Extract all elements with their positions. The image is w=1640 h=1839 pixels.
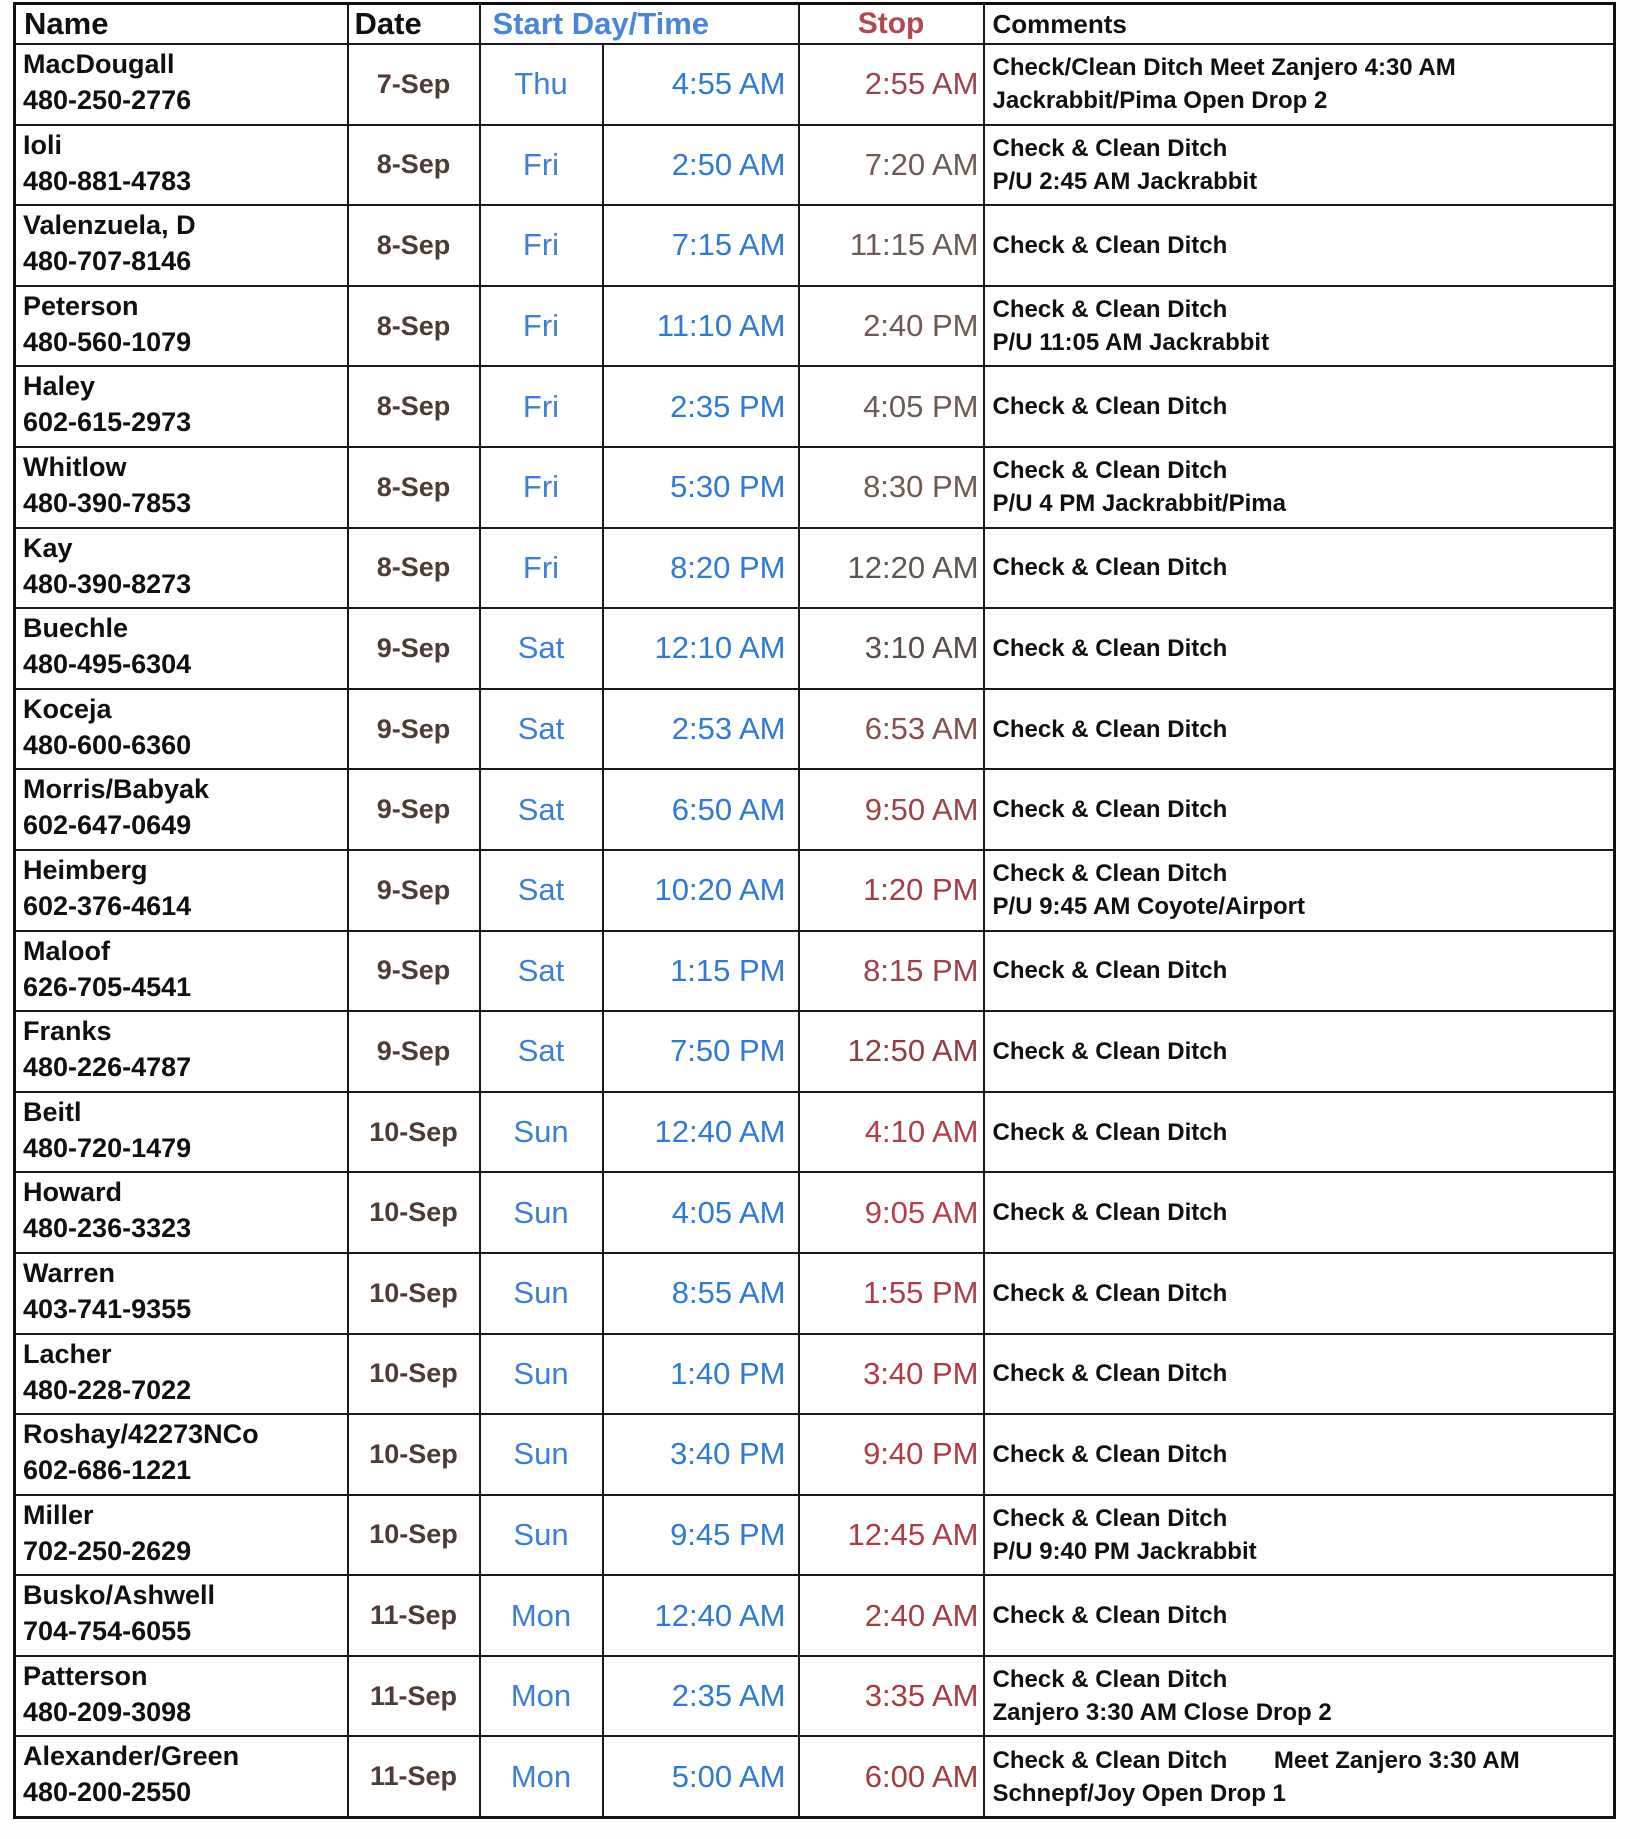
comment-line-1: Check & Clean Ditch [992,554,1228,582]
customer-phone: 480-200-2550 [23,1777,192,1808]
comments-cell [984,1092,1615,1173]
table-row [15,528,1615,609]
comments-cell [984,1253,1615,1334]
date-cell: 10-Sep [348,1495,480,1576]
comment-line-2: Schnepf/Joy Open Drop 1 [992,1779,1286,1807]
comment-line-1: Check & Clean Ditch [992,457,1228,485]
customer-name: Kay [23,532,73,563]
comments-cell [984,125,1615,206]
stop-time-cell: 2:55 AM [799,44,984,125]
start-time-cell: 12:40 AM [603,1092,799,1173]
customer-name: Beitl [23,1096,82,1127]
name-cell [15,1736,348,1817]
stop-time-cell: 4:05 PM [799,366,984,447]
comment-line-1: Check & Clean Ditch Meet Zanjero 3:30 AM [992,1746,1520,1774]
customer-name: Peterson [23,290,139,321]
customer-name: Howard [23,1177,123,1208]
date-cell: 10-Sep [348,1253,480,1334]
comment-line-1: Check & Clean Ditch [992,231,1228,259]
date-cell: 11-Sep [348,1575,480,1656]
start-day-cell: Sat [480,850,603,931]
start-time-cell: 3:40 PM [603,1414,799,1495]
date-cell: 9-Sep [348,769,480,850]
header-stop: Stop [799,4,984,45]
date-cell: 7-Sep [348,44,480,125]
comments-cell [984,366,1615,447]
comment-line-1: Check & Clean Ditch [992,1199,1228,1227]
header-date: Date [348,4,480,45]
customer-phone: 480-881-4783 [23,165,192,196]
customer-name: Warren [23,1257,116,1288]
customer-phone: 626-705-4541 [23,971,192,1002]
date-cell: 8-Sep [348,447,480,528]
comment-line-1: Check & Clean Ditch [992,634,1228,662]
date-cell: 9-Sep [348,850,480,931]
name-cell [15,1253,348,1334]
comments-cell [984,528,1615,609]
table-row [15,1334,1615,1415]
customer-name: Busko/Ashwell [23,1580,216,1611]
start-day-cell: Sat [480,689,603,770]
customer-phone: 602-647-0649 [23,810,192,841]
customer-name: Miller [23,1499,94,1530]
stop-time-cell: 9:05 AM [799,1172,984,1253]
date-cell: 9-Sep [348,931,480,1012]
name-cell [15,931,348,1012]
name-cell [15,366,348,447]
start-day-cell: Fri [480,366,603,447]
start-day-cell: Fri [480,447,603,528]
customer-name: Heimberg [23,854,148,885]
date-cell: 10-Sep [348,1414,480,1495]
customer-phone: 602-376-4614 [23,890,192,921]
comments-cell [984,1011,1615,1092]
comment-line-1: Check & Clean Ditch [992,957,1228,985]
table-row [15,769,1615,850]
start-time-cell: 1:15 PM [603,931,799,1012]
comment-line-2: P/U 9:40 PM Jackrabbit [992,1537,1257,1565]
comments-cell [984,1656,1615,1737]
customer-phone: 480-720-1479 [23,1132,192,1163]
date-cell: 10-Sep [348,1334,480,1415]
irrigation-schedule-table [13,2,1616,1819]
customer-phone: 602-615-2973 [23,407,192,438]
comment-line-1: Check & Clean Ditch [992,715,1228,743]
start-day-cell: Sun [480,1414,603,1495]
name-cell [15,769,348,850]
comments-cell [984,608,1615,689]
table-row [15,1253,1615,1334]
stop-time-cell: 9:50 AM [799,769,984,850]
customer-phone: 403-741-9355 [23,1293,192,1324]
comment-line-1: Check & Clean Ditch [992,134,1228,162]
start-time-cell: 4:05 AM [603,1172,799,1253]
stop-time-cell: 3:10 AM [799,608,984,689]
stop-time-cell: 2:40 AM [799,1575,984,1656]
comment-line-1: Check & Clean Ditch [992,1279,1228,1307]
stop-time-cell: 7:20 AM [799,125,984,206]
start-time-cell: 7:15 AM [603,205,799,286]
comment-line-1: Check & Clean Ditch [992,1504,1228,1532]
name-cell [15,205,348,286]
name-cell [15,44,348,125]
stop-time-cell: 6:53 AM [799,689,984,770]
stop-time-cell: 12:20 AM [799,528,984,609]
customer-name: Valenzuela, D [23,210,196,241]
comment-line-1: Check & Clean Ditch [992,1602,1228,1630]
comment-line-1: Check & Clean Ditch [992,393,1228,421]
comment-line-2: Zanjero 3:30 AM Close Drop 2 [992,1699,1332,1727]
name-cell [15,1414,348,1495]
table-row [15,1575,1615,1656]
start-day-cell: Mon [480,1656,603,1737]
customer-phone: 480-250-2776 [23,85,192,115]
comments-cell [984,1495,1615,1576]
comments-cell [984,286,1615,367]
comment-line-2: P/U 4 PM Jackrabbit/Pima [992,490,1286,518]
date-cell: 9-Sep [348,1011,480,1092]
table-row [15,850,1615,931]
start-day-cell: Sat [480,1011,603,1092]
comment-line-2: P/U 9:45 AM Coyote/Airport [992,893,1305,921]
start-day-cell: Sun [480,1253,603,1334]
start-time-cell: 10:20 AM [603,850,799,931]
comments-cell [984,1575,1615,1656]
comment-line-1: Check & Clean Ditch [992,1440,1228,1468]
table-row [15,447,1615,528]
start-day-cell: Fri [480,205,603,286]
table-row [15,1092,1615,1173]
stop-time-cell: 6:00 AM [799,1736,984,1817]
comments-cell [984,205,1615,286]
date-cell: 8-Sep [348,205,480,286]
date-cell: 9-Sep [348,608,480,689]
name-cell [15,1575,348,1656]
comment-line-2: P/U 2:45 AM Jackrabbit [992,167,1258,195]
name-cell [15,528,348,609]
comments-cell [984,1172,1615,1253]
start-day-cell: Sat [480,931,603,1012]
start-time-cell: 12:10 AM [603,608,799,689]
start-day-cell: Sat [480,608,603,689]
date-cell: 8-Sep [348,286,480,367]
start-day-cell: Sun [480,1334,603,1415]
customer-name: Haley [23,371,96,402]
name-cell [15,1334,348,1415]
start-time-cell: 8:55 AM [603,1253,799,1334]
customer-name: Roshay/42273NCo [23,1419,259,1450]
start-time-cell: 6:50 AM [603,769,799,850]
comments-cell [984,447,1615,528]
name-cell [15,850,348,931]
customer-phone: 704-754-6055 [23,1616,192,1647]
start-day-cell: Mon [480,1575,603,1656]
start-time-cell: 11:10 AM [603,286,799,367]
name-cell [15,1092,348,1173]
stop-time-cell: 3:40 PM [799,1334,984,1415]
comments-cell [984,769,1615,850]
customer-phone: 480-226-4787 [23,1052,192,1083]
customer-phone: 480-707-8146 [23,246,192,277]
comment-line-2: P/U 11:05 AM Jackrabbit [992,329,1270,357]
stop-time-cell: 11:15 AM [799,205,984,286]
comments-cell [984,1736,1615,1817]
stop-time-cell: 12:45 AM [799,1495,984,1576]
start-time-cell: 2:53 AM [603,689,799,770]
customer-phone: 480-560-1079 [23,326,192,357]
table-row [15,1414,1615,1495]
stop-time-cell: 3:35 AM [799,1656,984,1737]
start-time-cell: 5:00 AM [603,1736,799,1817]
customer-phone: 480-228-7022 [23,1374,192,1405]
name-cell [15,1172,348,1253]
table-row [15,1172,1615,1253]
start-day-cell: Sun [480,1092,603,1173]
customer-name: Koceja [23,693,112,724]
customer-phone: 480-390-8273 [23,568,192,599]
customer-name: Ioli [23,129,62,160]
comments-cell [984,850,1615,931]
comment-line-1: Check & Clean Ditch [992,1360,1228,1388]
table-row [15,1495,1615,1576]
start-day-cell: Sun [480,1495,603,1576]
table-row [15,1736,1615,1817]
start-day-cell: Thu [480,44,603,125]
table-row [15,366,1615,447]
comments-cell [984,44,1615,125]
customer-name: Lacher [23,1338,112,1369]
stop-time-cell: 4:10 AM [799,1092,984,1173]
schedule-rows [15,44,1615,1817]
customer-phone: 480-390-7853 [23,487,192,518]
start-day-cell: Sun [480,1172,603,1253]
comment-line-1: Check & Clean Ditch [992,1666,1228,1694]
table-row [15,689,1615,770]
name-cell [15,1011,348,1092]
comments-cell [984,689,1615,770]
customer-phone: 480-209-3098 [23,1696,192,1727]
customer-name: Patterson [23,1660,148,1691]
name-cell [15,447,348,528]
comment-line-1: Check & Clean Ditch [992,1118,1228,1146]
comments-cell [984,1334,1615,1415]
stop-time-cell: 12:50 AM [799,1011,984,1092]
stop-time-cell: 1:55 PM [799,1253,984,1334]
table-row [15,1656,1615,1737]
start-time-cell: 2:50 AM [603,125,799,206]
customer-phone: 702-250-2629 [23,1535,192,1566]
customer-phone: 480-236-3323 [23,1213,192,1244]
customer-name: Whitlow [23,451,127,482]
customer-name: Alexander/Green [23,1741,240,1772]
header-row [15,4,1615,45]
customer-name: Franks [23,1016,112,1047]
stop-time-cell: 1:20 PM [799,850,984,931]
start-time-cell: 1:40 PM [603,1334,799,1415]
start-day-cell: Fri [480,528,603,609]
date-cell: 10-Sep [348,1172,480,1253]
header-name: Name [15,4,348,45]
comments-cell [984,931,1615,1012]
comment-line-1: Check & Clean Ditch [992,860,1228,888]
name-cell [15,125,348,206]
start-time-cell: 2:35 AM [603,1656,799,1737]
start-time-cell: 4:55 AM [603,44,799,125]
name-cell [15,689,348,770]
table-row [15,44,1615,125]
table-row [15,205,1615,286]
customer-name: MacDougall [23,49,175,79]
date-cell: 11-Sep [348,1736,480,1817]
date-cell: 8-Sep [348,366,480,447]
stop-time-cell: 8:15 PM [799,931,984,1012]
date-cell: 10-Sep [348,1092,480,1173]
name-cell [15,286,348,367]
comment-line-1: Check & Clean Ditch [992,296,1228,324]
header-comments: Comments [984,4,1615,45]
start-day-cell: Fri [480,286,603,367]
start-time-cell: 12:40 AM [603,1575,799,1656]
comment-line-1: Check & Clean Ditch [992,796,1228,824]
name-cell [15,1495,348,1576]
date-cell: 9-Sep [348,689,480,770]
table-row [15,125,1615,206]
stop-time-cell: 8:30 PM [799,447,984,528]
table-row [15,931,1615,1012]
start-day-cell: Sat [480,769,603,850]
date-cell: 11-Sep [348,1656,480,1737]
name-cell [15,1656,348,1737]
stop-time-cell: 2:40 PM [799,286,984,367]
header-start-day-time: Start Day/Time [480,4,799,45]
start-time-cell: 5:30 PM [603,447,799,528]
customer-phone: 480-600-6360 [23,729,192,760]
start-day-cell: Mon [480,1736,603,1817]
table-row [15,1011,1615,1092]
comment-line-2: Jackrabbit/Pima Open Drop 2 [992,87,1328,115]
comments-cell [984,1414,1615,1495]
customer-phone: 480-495-6304 [23,649,192,680]
start-time-cell: 8:20 PM [603,528,799,609]
start-time-cell: 2:35 PM [603,366,799,447]
start-day-cell: Fri [480,125,603,206]
table-row [15,286,1615,367]
customer-name: Morris/Babyak [23,774,210,805]
comment-line-1: Check/Clean Ditch Meet Zanjero 4:30 AM [992,54,1456,82]
start-time-cell: 7:50 PM [603,1011,799,1092]
customer-name: Maloof [23,935,110,966]
name-cell [15,608,348,689]
customer-name: Buechle [23,613,129,644]
comment-line-1: Check & Clean Ditch [992,1037,1228,1065]
stop-time-cell: 9:40 PM [799,1414,984,1495]
table-row [15,608,1615,689]
date-cell: 8-Sep [348,125,480,206]
start-time-cell: 9:45 PM [603,1495,799,1576]
customer-phone: 602-686-1221 [23,1455,192,1486]
date-cell: 8-Sep [348,528,480,609]
